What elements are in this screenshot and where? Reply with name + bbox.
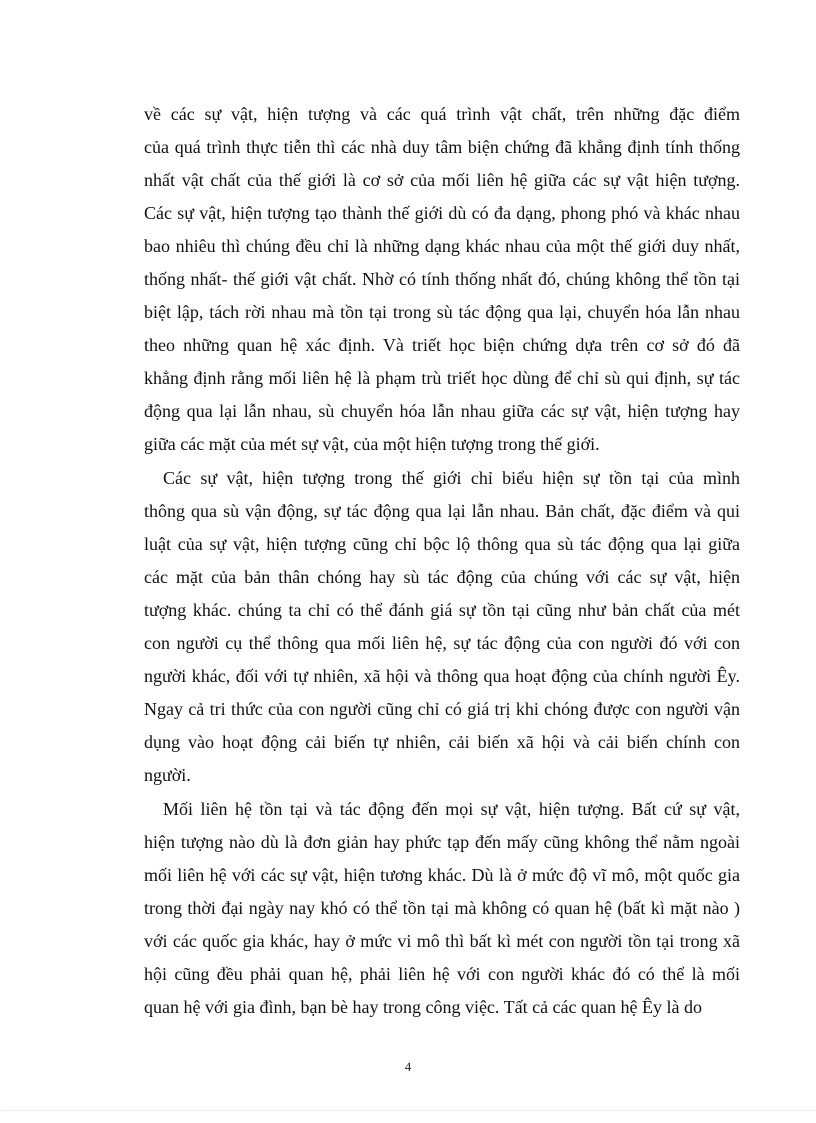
text-line: Các sự vật, hiện tượng tạo thành thế giới dù có đa dạng, phong phó và khác nhau bbox=[144, 203, 740, 223]
text-line: theo những quan hệ xác định. Và triết học biện chứng dựa trên cơ sở đó đã bbox=[144, 335, 740, 355]
text-line: Các sự vật, hiện tượng trong thế giới chỉ biểu hiện sự tồn tại của mình bbox=[163, 468, 740, 488]
text-line: người khác, đối với tự nhiên, xã hội và thông qua hoạt động của chính người Êy. bbox=[144, 666, 740, 686]
text-line: của quá trình thực tiễn thì các nhà duy tâm biện chứng đã khẳng định tính thống bbox=[144, 137, 740, 157]
page-bottom-border bbox=[0, 1110, 816, 1111]
text-line: động qua lại lẫn nhau, sù chuyển hóa lẫn nhau giữa các sự vật, hiện tượng hay bbox=[144, 401, 740, 421]
text-line: hiện tượng nào dù là đơn giản hay phức tạp đến mấy cũng không thể nằm ngoài bbox=[144, 832, 740, 852]
text-line: thống nhất- thế giới vật chất. Nhờ có tính thống nhất đó, chúng không thể tồn tại bbox=[144, 269, 740, 289]
text-line: về các sự vật, hiện tượng và các quá trình vật chất, trên những đặc điểm bbox=[144, 104, 740, 124]
text-line: dụng vào hoạt động cải biến tự nhiên, cải biến xã hội và cải biến chính con bbox=[144, 732, 740, 752]
text-line: biệt lập, tách rời nhau mà tồn tại trong sù tác động qua lại, chuyển hóa lẫn nhau bbox=[144, 302, 740, 322]
text-line: tượng khác. chúng ta chỉ có thể đánh giá sự tồn tại cũng như bản chất của mét bbox=[144, 600, 740, 620]
text-line: các mặt của bản thân chóng hay sù tác động của chúng với các sự vật, hiện bbox=[144, 567, 740, 587]
text-line: quan hệ với gia đình, bạn bè hay trong công việc. Tất cả các quan hệ Êy là do bbox=[144, 997, 702, 1017]
text-line: bao nhiêu thì chúng đều chỉ là những dạng khác nhau của một thế giới duy nhất, bbox=[144, 236, 740, 256]
text-line: luật của sự vật, hiện tượng cũng chỉ bộc lộ thông qua sù tác động qua lại giữa bbox=[144, 534, 740, 554]
text-line: người. bbox=[144, 765, 191, 785]
text-line: nhất vật chất của thế giới là cơ sở của mối liên hệ giữa các sự vật hiện tượng. bbox=[144, 170, 740, 190]
text-line: với các quốc gia khác, hay ở mức vi mô thì bất kì mét con người tồn tại trong xã bbox=[144, 931, 740, 951]
text-line: thông qua sù vận động, sự tác động qua lại lẫn nhau. Bản chất, đặc điểm và qui bbox=[144, 501, 740, 521]
text-line: trong thời đại ngày nay khó có thể tồn tại mà không có quan hệ (bất kì mặt nào ) bbox=[144, 898, 740, 918]
page-number: 4 bbox=[404, 1059, 412, 1074]
text-line: Ngay cả tri thức của con người cũng chỉ có giá trị khi chóng được con người vận bbox=[144, 699, 740, 719]
text-line: hội cũng đều phải quan hệ, phải liên hệ với con người khác đó có thể là mối bbox=[144, 964, 740, 984]
text-line: Mối liên hệ tồn tại và tác động đến mọi sự vật, hiện tượng. Bất cứ sự vật, bbox=[163, 799, 740, 819]
text-line: giữa các mặt của mét sự vật, của một hiện tượng trong thế giới. bbox=[144, 434, 600, 454]
text-line: mối liên hệ với các sự vật, hiện tương khác. Dù là ở mức độ vĩ mô, một quốc gia bbox=[144, 865, 740, 885]
text-line: khẳng định rằng mối liên hệ là phạm trù triết học dùng để chỉ sù qui định, sự tác bbox=[144, 368, 740, 388]
text-line: con người cụ thể thông qua mối liên hệ, sự tác động của con người đó với con bbox=[144, 633, 740, 653]
